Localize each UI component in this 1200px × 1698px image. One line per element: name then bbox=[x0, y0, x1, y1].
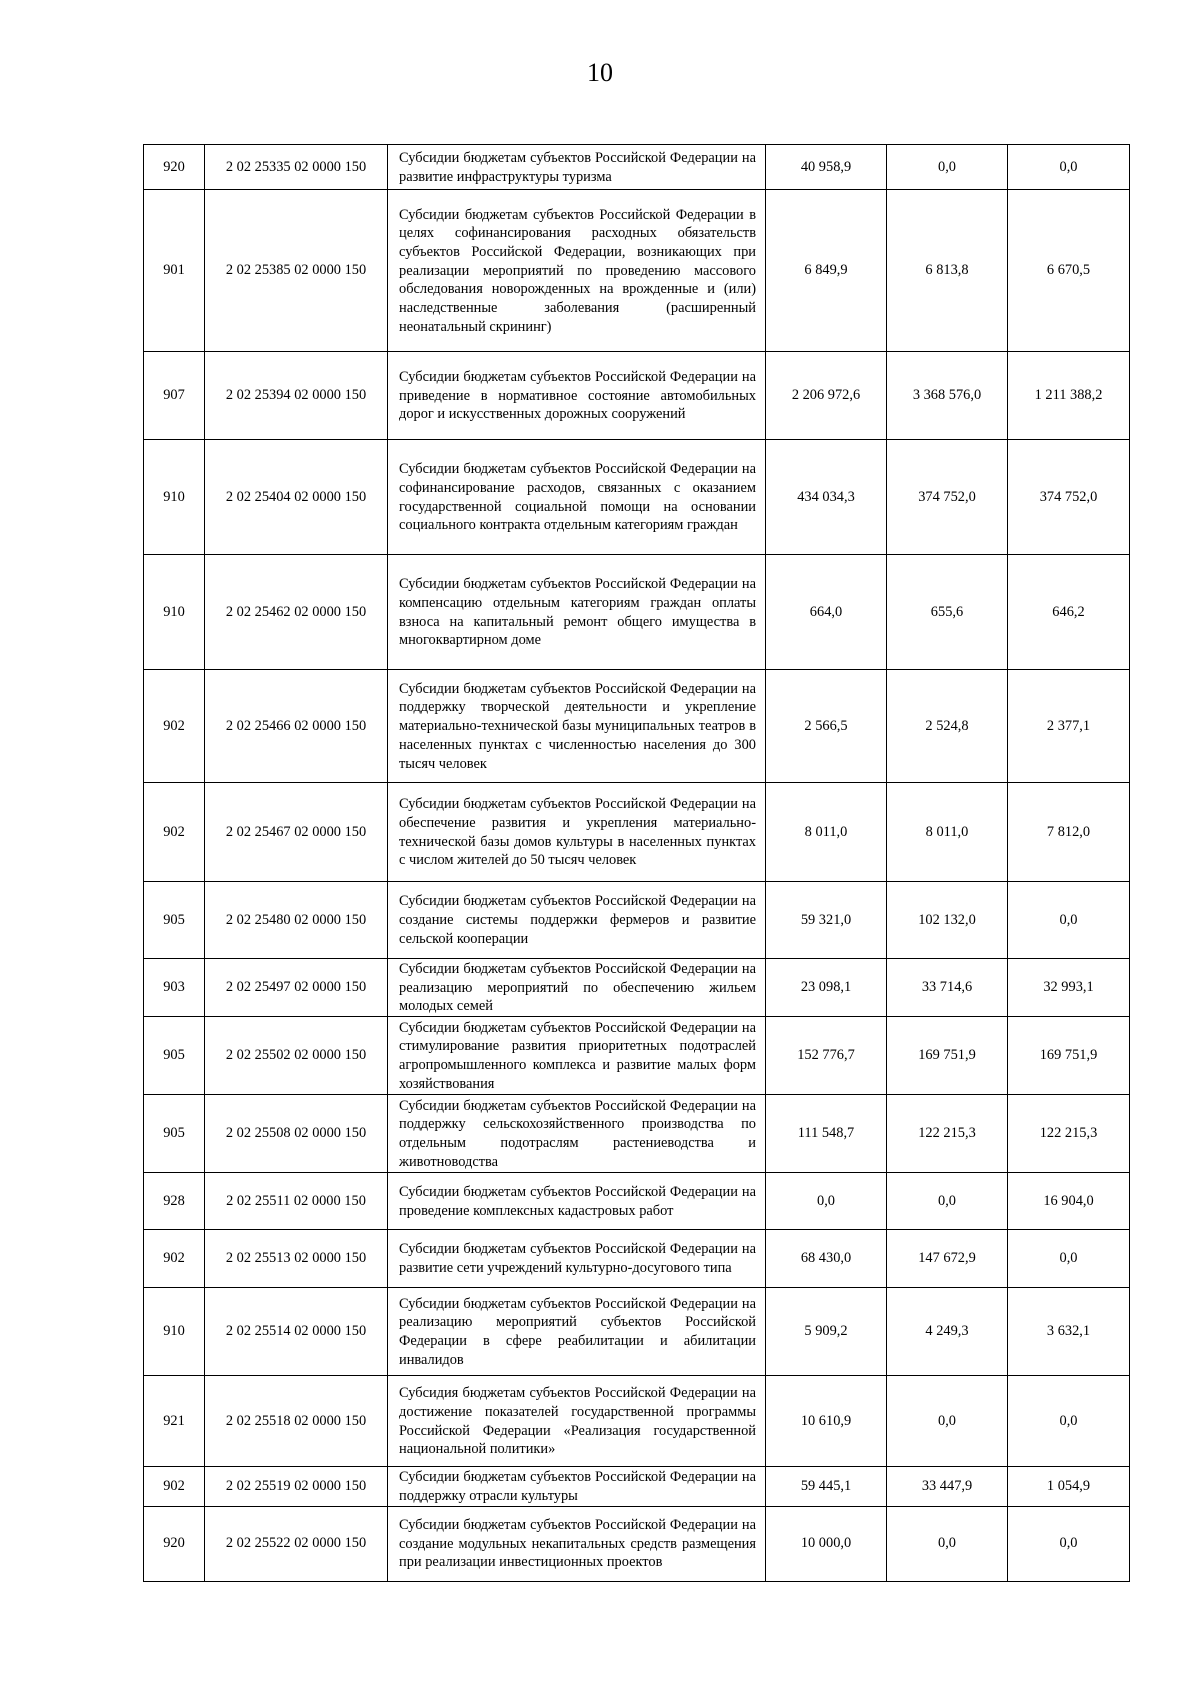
amount-year3-cell: 32 993,1 bbox=[1008, 959, 1130, 1017]
amount-year1-cell: 6 849,9 bbox=[766, 190, 887, 352]
table-row bbox=[144, 1095, 1130, 1173]
table-row bbox=[144, 190, 1130, 352]
table-row bbox=[144, 1376, 1130, 1467]
table-row bbox=[144, 1017, 1130, 1095]
page-number: 10 bbox=[587, 58, 613, 87]
amount-year3-cell: 0,0 bbox=[1008, 882, 1130, 959]
amount-year2-cell: 0,0 bbox=[887, 1506, 1008, 1581]
budget-code-cell: 2 02 25404 02 0000 150 bbox=[205, 440, 388, 555]
amount-year3-cell: 1 054,9 bbox=[1008, 1467, 1130, 1506]
table-row bbox=[144, 1173, 1130, 1230]
amount-year2-cell: 169 751,9 bbox=[887, 1017, 1008, 1095]
amount-year2-cell: 6 813,8 bbox=[887, 190, 1008, 352]
amount-year2-cell: 33 447,9 bbox=[887, 1467, 1008, 1506]
table-row bbox=[144, 352, 1130, 440]
budget-code-cell: 2 02 25467 02 0000 150 bbox=[205, 783, 388, 882]
revenue-name-cell: Субсидии бюджетам субъектов Российской Федерации на компенсацию отдельным категориям граждан оплаты взноса на капитальный ремонт общего имущества в многоквартирном доме bbox=[388, 555, 766, 670]
amount-year2-cell: 3 368 576,0 bbox=[887, 352, 1008, 440]
amount-year2-cell: 655,6 bbox=[887, 555, 1008, 670]
budget-code-cell: 2 02 25385 02 0000 150 bbox=[205, 190, 388, 352]
table-row bbox=[144, 670, 1130, 783]
amount-year3-cell: 3 632,1 bbox=[1008, 1288, 1130, 1376]
revenue-name-cell: Субсидии бюджетам субъектов Российской Федерации на реализацию мероприятий по обеспечению жильем молодых семей bbox=[388, 959, 766, 1017]
amount-year1-cell: 59 445,1 bbox=[766, 1467, 887, 1506]
amount-year3-cell: 1 211 388,2 bbox=[1008, 352, 1130, 440]
budget-table bbox=[143, 144, 1130, 1582]
amount-year1-cell: 0,0 bbox=[766, 1173, 887, 1230]
amount-year2-cell: 8 011,0 bbox=[887, 783, 1008, 882]
admin-code-cell: 902 bbox=[144, 1467, 205, 1506]
amount-year3-cell: 646,2 bbox=[1008, 555, 1130, 670]
admin-code-cell: 910 bbox=[144, 555, 205, 670]
amount-year2-cell: 4 249,3 bbox=[887, 1288, 1008, 1376]
admin-code-cell: 902 bbox=[144, 670, 205, 783]
revenue-name-cell: Субсидии бюджетам субъектов Российской Федерации на развитие сети учреждений культурно-досугового типа bbox=[388, 1230, 766, 1288]
admin-code-cell: 910 bbox=[144, 440, 205, 555]
table-row bbox=[144, 783, 1130, 882]
table-row bbox=[144, 555, 1130, 670]
admin-code-cell: 905 bbox=[144, 882, 205, 959]
amount-year2-cell: 33 714,6 bbox=[887, 959, 1008, 1017]
amount-year1-cell: 2 566,5 bbox=[766, 670, 887, 783]
budget-code-cell: 2 02 25518 02 0000 150 bbox=[205, 1376, 388, 1467]
amount-year3-cell: 16 904,0 bbox=[1008, 1173, 1130, 1230]
admin-code-cell: 902 bbox=[144, 1230, 205, 1288]
amount-year2-cell: 122 215,3 bbox=[887, 1095, 1008, 1173]
budget-code-cell: 2 02 25462 02 0000 150 bbox=[205, 555, 388, 670]
amount-year1-cell: 664,0 bbox=[766, 555, 887, 670]
revenue-name-cell: Субсидии бюджетам субъектов Российской Федерации на приведение в нормативное состояние автомобильных дорог и искусственных дорожных сооружений bbox=[388, 352, 766, 440]
budget-code-cell: 2 02 25519 02 0000 150 bbox=[205, 1467, 388, 1506]
amount-year3-cell: 2 377,1 bbox=[1008, 670, 1130, 783]
table-row bbox=[144, 959, 1130, 1017]
table-row bbox=[144, 1230, 1130, 1288]
amount-year1-cell: 23 098,1 bbox=[766, 959, 887, 1017]
revenue-name-cell: Субсидии бюджетам субъектов Российской Федерации на софинансирование расходов, связанных с оказанием государственной социальной помощи на основании социального контракта отдельным категориям граждан bbox=[388, 440, 766, 555]
table-row bbox=[144, 1467, 1130, 1506]
budget-code-cell: 2 02 25513 02 0000 150 bbox=[205, 1230, 388, 1288]
table-row bbox=[144, 440, 1130, 555]
amount-year3-cell: 169 751,9 bbox=[1008, 1017, 1130, 1095]
revenue-name-cell: Субсидии бюджетам субъектов Российской Федерации на обеспечение развития и укрепления материально-технической базы домов культуры в населенных пунктах с числом жителей до 50 тысяч человек bbox=[388, 783, 766, 882]
amount-year1-cell: 5 909,2 bbox=[766, 1288, 887, 1376]
revenue-name-cell: Субсидии бюджетам субъектов Российской Федерации на стимулирование развития приоритетных подотраслей агропромышленного комплекса и развитие малых форм хозяйствования bbox=[388, 1017, 766, 1095]
admin-code-cell: 907 bbox=[144, 352, 205, 440]
admin-code-cell: 928 bbox=[144, 1173, 205, 1230]
amount-year1-cell: 434 034,3 bbox=[766, 440, 887, 555]
amount-year1-cell: 8 011,0 bbox=[766, 783, 887, 882]
amount-year1-cell: 2 206 972,6 bbox=[766, 352, 887, 440]
table-row bbox=[144, 145, 1130, 190]
budget-code-cell: 2 02 25466 02 0000 150 bbox=[205, 670, 388, 783]
admin-code-cell: 920 bbox=[144, 145, 205, 190]
budget-code-cell: 2 02 25394 02 0000 150 bbox=[205, 352, 388, 440]
amount-year1-cell: 59 321,0 bbox=[766, 882, 887, 959]
revenue-name-cell: Субсидии бюджетам субъектов Российской Федерации на проведение комплексных кадастровых работ bbox=[388, 1173, 766, 1230]
amount-year3-cell: 122 215,3 bbox=[1008, 1095, 1130, 1173]
revenue-name-cell: Субсидия бюджетам субъектов Российской Федерации на достижение показателей государственной программы Российской Федерации «Реализация государственной национальной политики» bbox=[388, 1376, 766, 1467]
budget-code-cell: 2 02 25508 02 0000 150 bbox=[205, 1095, 388, 1173]
admin-code-cell: 901 bbox=[144, 190, 205, 352]
admin-code-cell: 903 bbox=[144, 959, 205, 1017]
amount-year3-cell: 7 812,0 bbox=[1008, 783, 1130, 882]
amount-year1-cell: 111 548,7 bbox=[766, 1095, 887, 1173]
revenue-name-cell: Субсидии бюджетам субъектов Российской Федерации на поддержку сельскохозяйственного производства по отдельным подотраслям растениеводства и животноводства bbox=[388, 1095, 766, 1173]
budget-code-cell: 2 02 25502 02 0000 150 bbox=[205, 1017, 388, 1095]
admin-code-cell: 910 bbox=[144, 1288, 205, 1376]
budget-code-cell: 2 02 25511 02 0000 150 bbox=[205, 1173, 388, 1230]
admin-code-cell: 920 bbox=[144, 1506, 205, 1581]
admin-code-cell: 905 bbox=[144, 1017, 205, 1095]
amount-year3-cell: 0,0 bbox=[1008, 145, 1130, 190]
revenue-name-cell: Субсидии бюджетам субъектов Российской Федерации на развитие инфраструктуры туризма bbox=[388, 145, 766, 190]
amount-year2-cell: 147 672,9 bbox=[887, 1230, 1008, 1288]
amount-year2-cell: 102 132,0 bbox=[887, 882, 1008, 959]
table-row bbox=[144, 1506, 1130, 1581]
budget-code-cell: 2 02 25522 02 0000 150 bbox=[205, 1506, 388, 1581]
table-row bbox=[144, 1288, 1130, 1376]
amount-year2-cell: 374 752,0 bbox=[887, 440, 1008, 555]
amount-year2-cell: 0,0 bbox=[887, 1173, 1008, 1230]
budget-code-cell: 2 02 25335 02 0000 150 bbox=[205, 145, 388, 190]
budget-code-cell: 2 02 25480 02 0000 150 bbox=[205, 882, 388, 959]
revenue-name-cell: Субсидии бюджетам субъектов Российской Федерации на поддержку отрасли культуры bbox=[388, 1467, 766, 1506]
amount-year3-cell: 0,0 bbox=[1008, 1506, 1130, 1581]
table-body bbox=[144, 145, 1130, 1582]
revenue-name-cell: Субсидии бюджетам субъектов Российской Федерации на создание системы поддержки фермеров и развитие сельской кооперации bbox=[388, 882, 766, 959]
amount-year2-cell: 0,0 bbox=[887, 145, 1008, 190]
budget-code-cell: 2 02 25497 02 0000 150 bbox=[205, 959, 388, 1017]
amount-year1-cell: 40 958,9 bbox=[766, 145, 887, 190]
revenue-name-cell: Субсидии бюджетам субъектов Российской Федерации на реализацию мероприятий субъектов Российской Федерации в сфере реабилитации и абилитации инвалидов bbox=[388, 1288, 766, 1376]
admin-code-cell: 902 bbox=[144, 783, 205, 882]
revenue-name-cell: Субсидии бюджетам субъектов Российской Федерации на создание модульных некапитальных средств размещения при реализации инвестиционных проектов bbox=[388, 1506, 766, 1581]
admin-code-cell: 921 bbox=[144, 1376, 205, 1467]
amount-year1-cell: 68 430,0 bbox=[766, 1230, 887, 1288]
amount-year1-cell: 10 610,9 bbox=[766, 1376, 887, 1467]
admin-code-cell: 905 bbox=[144, 1095, 205, 1173]
revenue-name-cell: Субсидии бюджетам субъектов Российской Федерации в целях софинансирования расходных обязательств субъектов Российской Федерации, возникающих при реализации мероприятий по проведению массового обследования новорожденных на врожденные и (или) наследственные заболевания (расширенный неонатальный скрининг) bbox=[388, 190, 766, 352]
amount-year2-cell: 0,0 bbox=[887, 1376, 1008, 1467]
amount-year2-cell: 2 524,8 bbox=[887, 670, 1008, 783]
amount-year1-cell: 10 000,0 bbox=[766, 1506, 887, 1581]
amount-year3-cell: 0,0 bbox=[1008, 1230, 1130, 1288]
amount-year3-cell: 6 670,5 bbox=[1008, 190, 1130, 352]
budget-code-cell: 2 02 25514 02 0000 150 bbox=[205, 1288, 388, 1376]
amount-year3-cell: 374 752,0 bbox=[1008, 440, 1130, 555]
amount-year3-cell: 0,0 bbox=[1008, 1376, 1130, 1467]
amount-year1-cell: 152 776,7 bbox=[766, 1017, 887, 1095]
revenue-name-cell: Субсидии бюджетам субъектов Российской Федерации на поддержку творческой деятельности и укрепление материально-технической базы муниципальных театров в населенных пунктах с численностью населения до 300 тысяч человек bbox=[388, 670, 766, 783]
table-row bbox=[144, 882, 1130, 959]
